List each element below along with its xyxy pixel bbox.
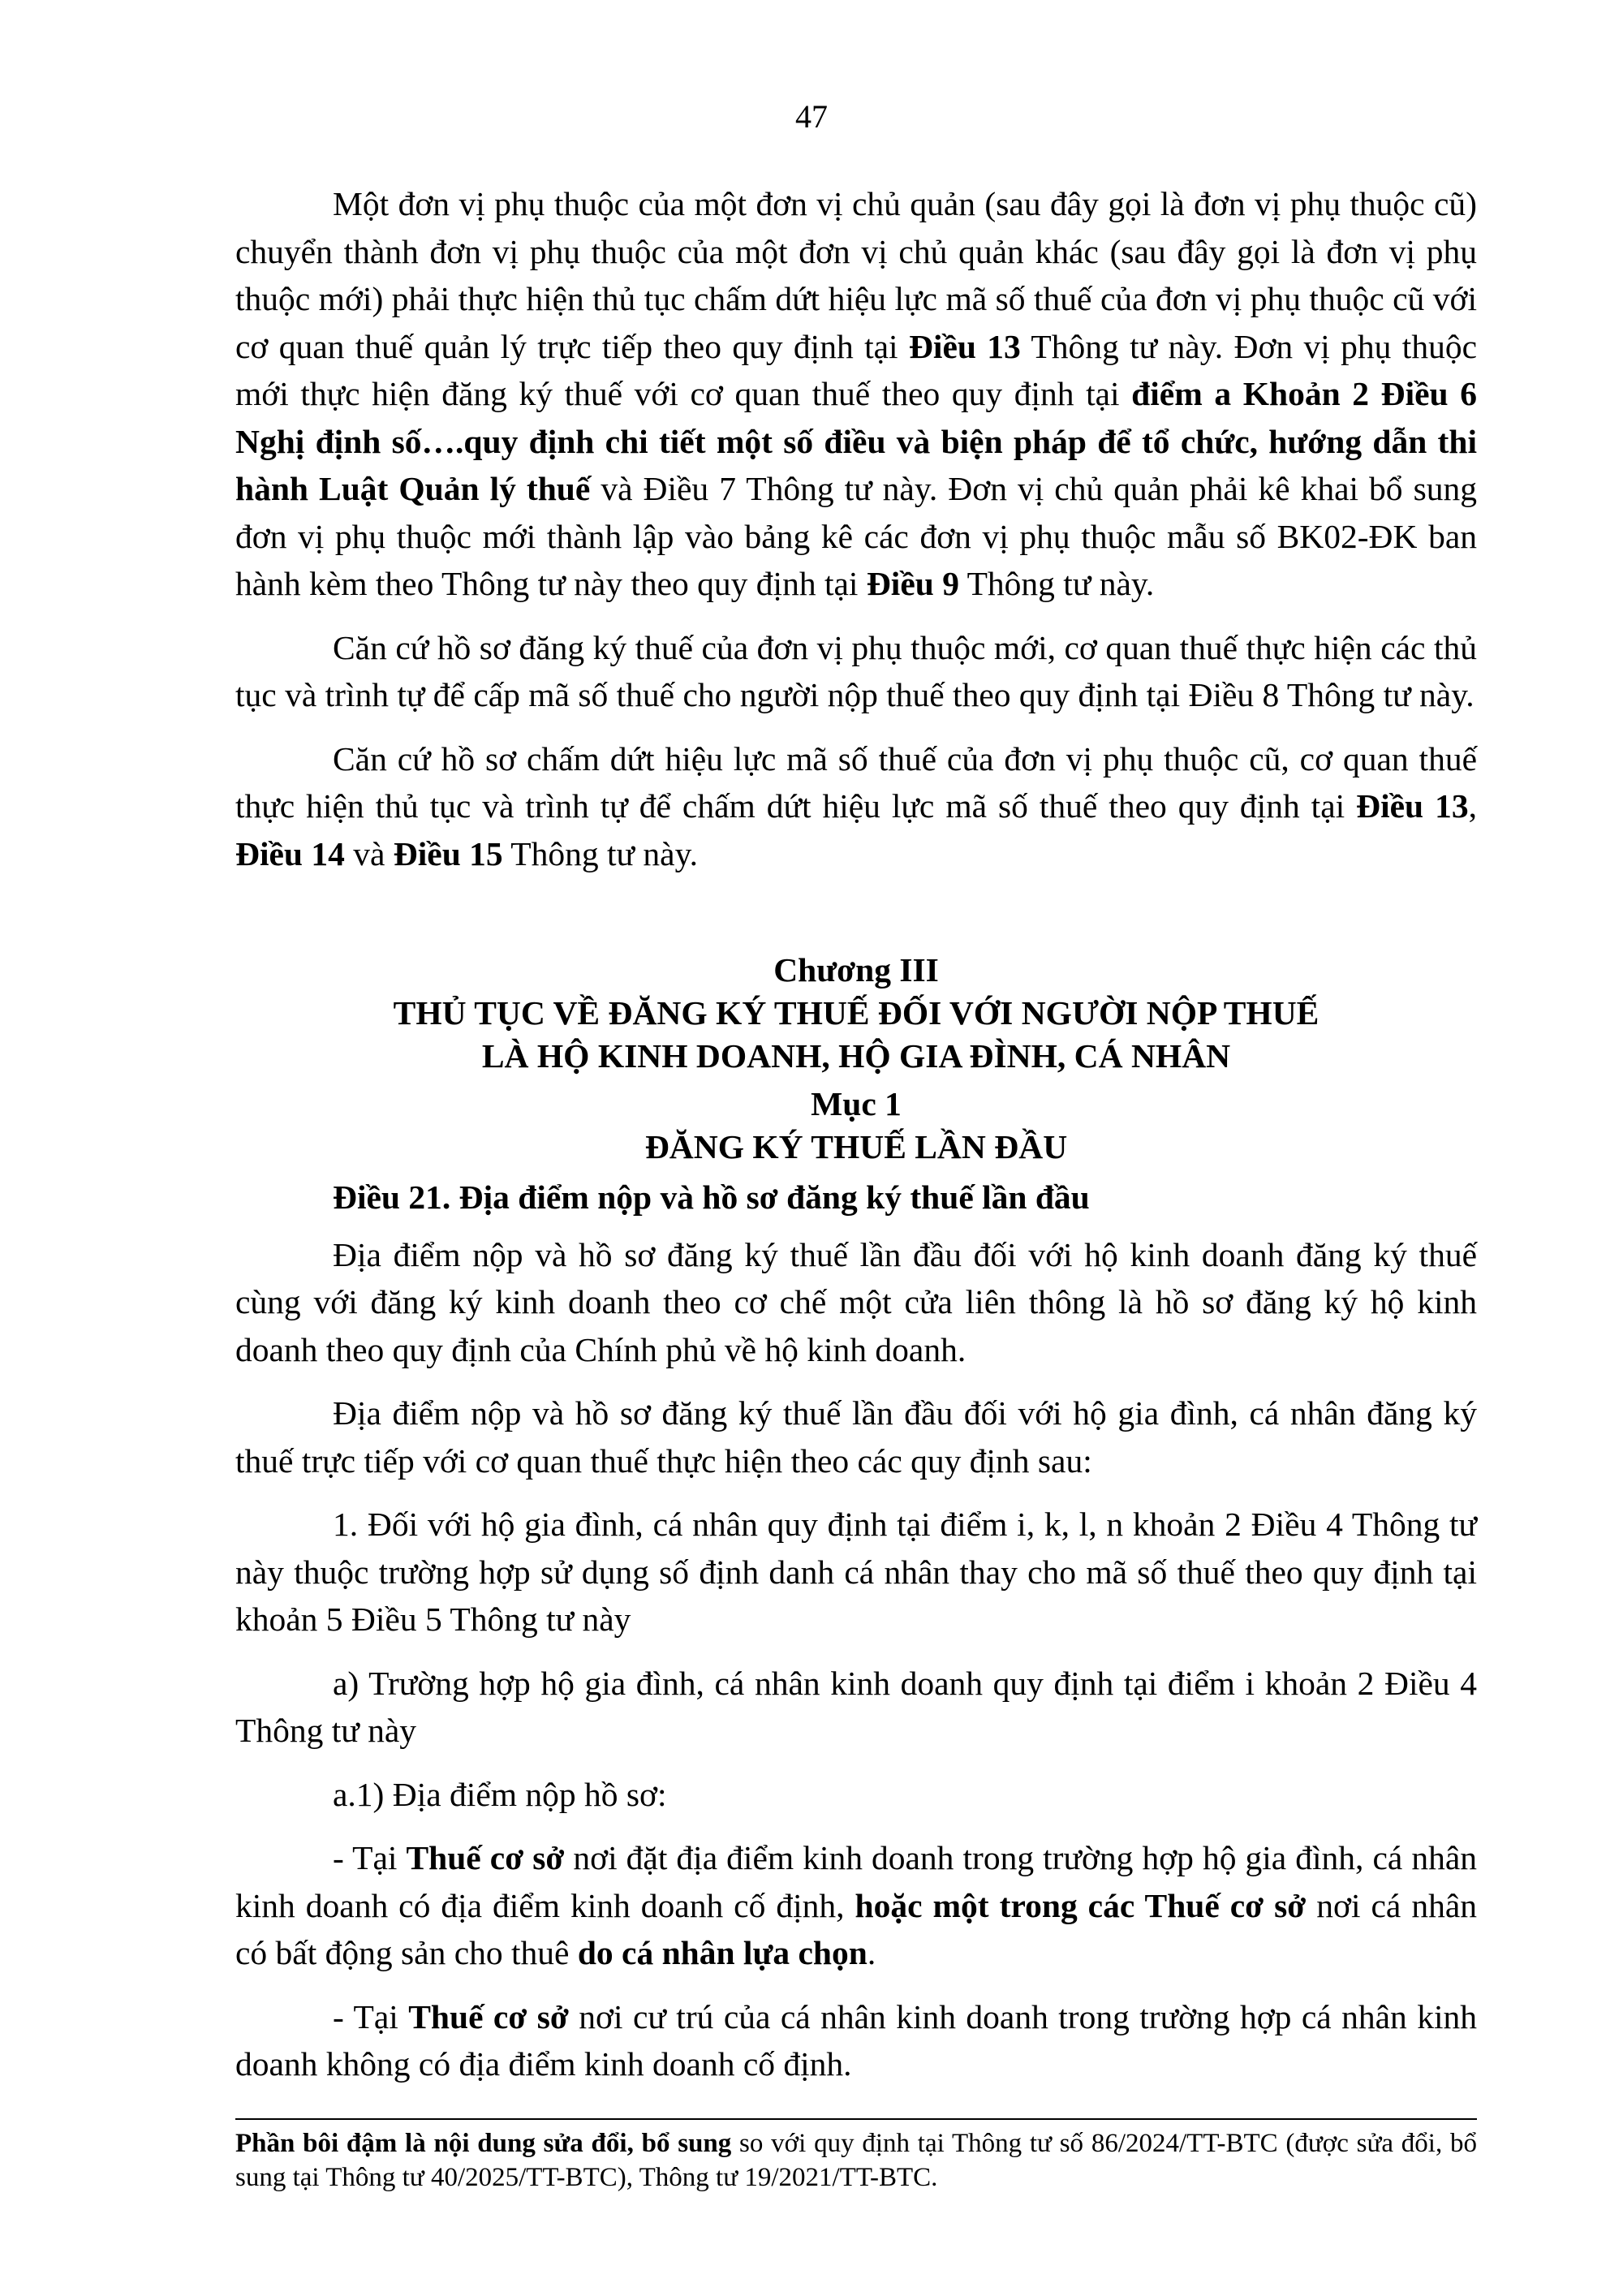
chapter-title-line-2: LÀ HỘ KINH DOANH, HỘ GIA ĐÌNH, CÁ NHÂN — [481, 1037, 1231, 1075]
section-title: ĐĂNG KÝ THUẾ LẦN ĐẦU — [644, 1128, 1068, 1165]
text-run: và Điều 7 Thông tư này. Đơn vị chủ quản phải kê khai bổ sung đơn vị phụ thuộc mới thành lập vào bảng kê các đơn vị phụ thuộc mẫu số BK02-ĐK ban hành kèm theo Thông tư này theo quy định tại — [235, 470, 1477, 602]
paragraph — [235, 180, 1477, 608]
article-title: Điều 21. Địa điểm nộp và hồ sơ đăng ký thuế lần đầu — [333, 1178, 1090, 1216]
bold-text: do cá nhân lựa chọn — [577, 1934, 867, 1971]
paragraph — [235, 1993, 1477, 2088]
page-number: 47 — [795, 98, 828, 135]
document-body — [235, 180, 1477, 2104]
paragraph — [235, 1771, 1477, 1819]
text-run: a.1) Địa điểm nộp hồ sơ: — [333, 1775, 667, 1813]
text-run: Căn cứ hồ sơ chấm dứt hiệu lực mã số thuế của đơn vị phụ thuộc cũ, cơ quan thuế thực hiện thủ tục và trình tự để chấm dứt hiệu lực mã số thuế theo quy định tại — [235, 739, 1477, 825]
text-run: nơi đặt địa điểm kinh doanh trong trường hợp hộ gia đình, cá nhân kinh doanh có địa điểm kinh doanh cố định, — [235, 1839, 1477, 1924]
bold-text: Điều 9 — [866, 565, 959, 602]
text-run: nơi cư trú của cá nhân kinh doanh trong trường hợp cá nhân kinh doanh không có địa điểm kinh doanh cố định. — [235, 1997, 1477, 2083]
text-run: 1. Đối với hộ gia đình, cá nhân quy định tại điểm i, k, l, n khoản 2 Điều 4 Thông tư này thuộc trường hợp sử dụng số định danh cá nhân thay cho mã số thuế theo quy định tại khoản 5 Điều 5 Thông tư này — [235, 1506, 1477, 1638]
text-run: a) Trường hợp hộ gia đình, cá nhân kinh doanh quy định tại điểm i khoản 2 Điều 4 Thông tư này — [235, 1664, 1477, 1749]
paragraph — [235, 1660, 1477, 1755]
text-run: Địa điểm nộp và hồ sơ đăng ký thuế lần đầu đối với hộ gia đình, cá nhân đăng ký thuế trực tiếp với cơ quan thuế thực hiện theo các quy định sau: — [235, 1394, 1477, 1480]
text-run: nơi cá nhân có bất động sản cho thuê — [235, 1886, 1477, 1971]
bold-text: Điều 13 — [1356, 787, 1469, 825]
text-run: . — [867, 1934, 876, 1971]
bold-text: Phần bôi đậm là nội dung sửa đổi, bổ sung — [235, 2129, 732, 2158]
paragraph — [235, 1834, 1477, 1977]
paragraph — [235, 1389, 1477, 1484]
text-run: Thông tư này. Đơn vị phụ thuộc mới thực hiện đăng ký thuế với cơ quan thuế theo quy định tại — [235, 327, 1478, 412]
chapter-heading — [235, 949, 1477, 1078]
bold-text: Điều 15 — [393, 834, 503, 872]
text-run: và — [344, 834, 394, 872]
footnote-divider — [235, 2118, 1477, 2120]
section-label: Mục 1 — [811, 1085, 902, 1122]
text-run: , — [1468, 787, 1477, 825]
bold-text: Điều 13 — [908, 327, 1021, 365]
text-run: - Tại — [333, 1839, 407, 1876]
text-run: Một đơn vị phụ thuộc của một đơn vị chủ quản (sau đây gọi là đơn vị phụ thuộc cũ) chuyển thành đơn vị phụ thuộc của một đơn vị chủ quản khác (sau đây gọi là đơn vị phụ thuộc mới) phải thực hiện thủ tục chấm dứt hiệu lực mã số thuế của đơn vị phụ thuộc cũ với cơ quan thuế quản lý trực tiếp theo quy định tại — [235, 185, 1477, 365]
paragraph — [235, 735, 1477, 878]
bold-text: Thuế cơ sở — [406, 1839, 565, 1876]
footnote — [235, 2126, 1477, 2195]
text-run: Thông tư này. — [958, 565, 1155, 602]
section-heading — [235, 1083, 1477, 1169]
bold-text: Điều 14 — [235, 834, 345, 872]
text-run: Căn cứ hồ sơ đăng ký thuế của đơn vị phụ thuộc mới, cơ quan thuế thực hiện các thủ tục và trình tự để cấp mã số thuế cho người nộp thuế theo quy định tại Điều 8 Thông tư này. — [235, 628, 1477, 713]
bold-text: Thuế cơ sở — [408, 1997, 569, 2035]
text-run: Thông tư này. — [502, 834, 699, 872]
bold-text: điểm a Khoản 2 Điều 6 Nghị định số….quy định chi tiết một số điều và biện pháp để tổ chức, hướng dẫn thi hành Luật Quản lý thuế — [235, 375, 1477, 507]
bold-text: hoặc một trong các Thuế cơ sở — [855, 1886, 1307, 1924]
paragraph — [235, 1231, 1477, 1374]
text-run: Địa điểm nộp và hồ sơ đăng ký thuế lần đầu đối với hộ kinh doanh đăng ký thuế cùng với đăng ký kinh doanh theo cơ chế một cửa liên thông là hồ sơ đăng ký hộ kinh doanh theo quy định của Chính phủ về hộ kinh doanh. — [235, 1235, 1477, 1368]
chapter-title-line-1: THỦ TỤC VỀ ĐĂNG KÝ THUẾ ĐỐI VỚI NGƯỜI NỘP THUẾ — [393, 994, 1319, 1032]
text-run: so với quy định tại Thông tư số 86/2024/TT-BTC (được sửa đổi, bổ sung tại Thông tư 40/2025/TT-BTC), Thông tư 19/2021/TT-BTC. — [235, 2129, 1477, 2192]
text-run: - Tại — [333, 1997, 409, 2035]
paragraph — [235, 1501, 1477, 1643]
chapter-label: Chương III — [773, 951, 939, 989]
paragraph — [235, 624, 1477, 719]
